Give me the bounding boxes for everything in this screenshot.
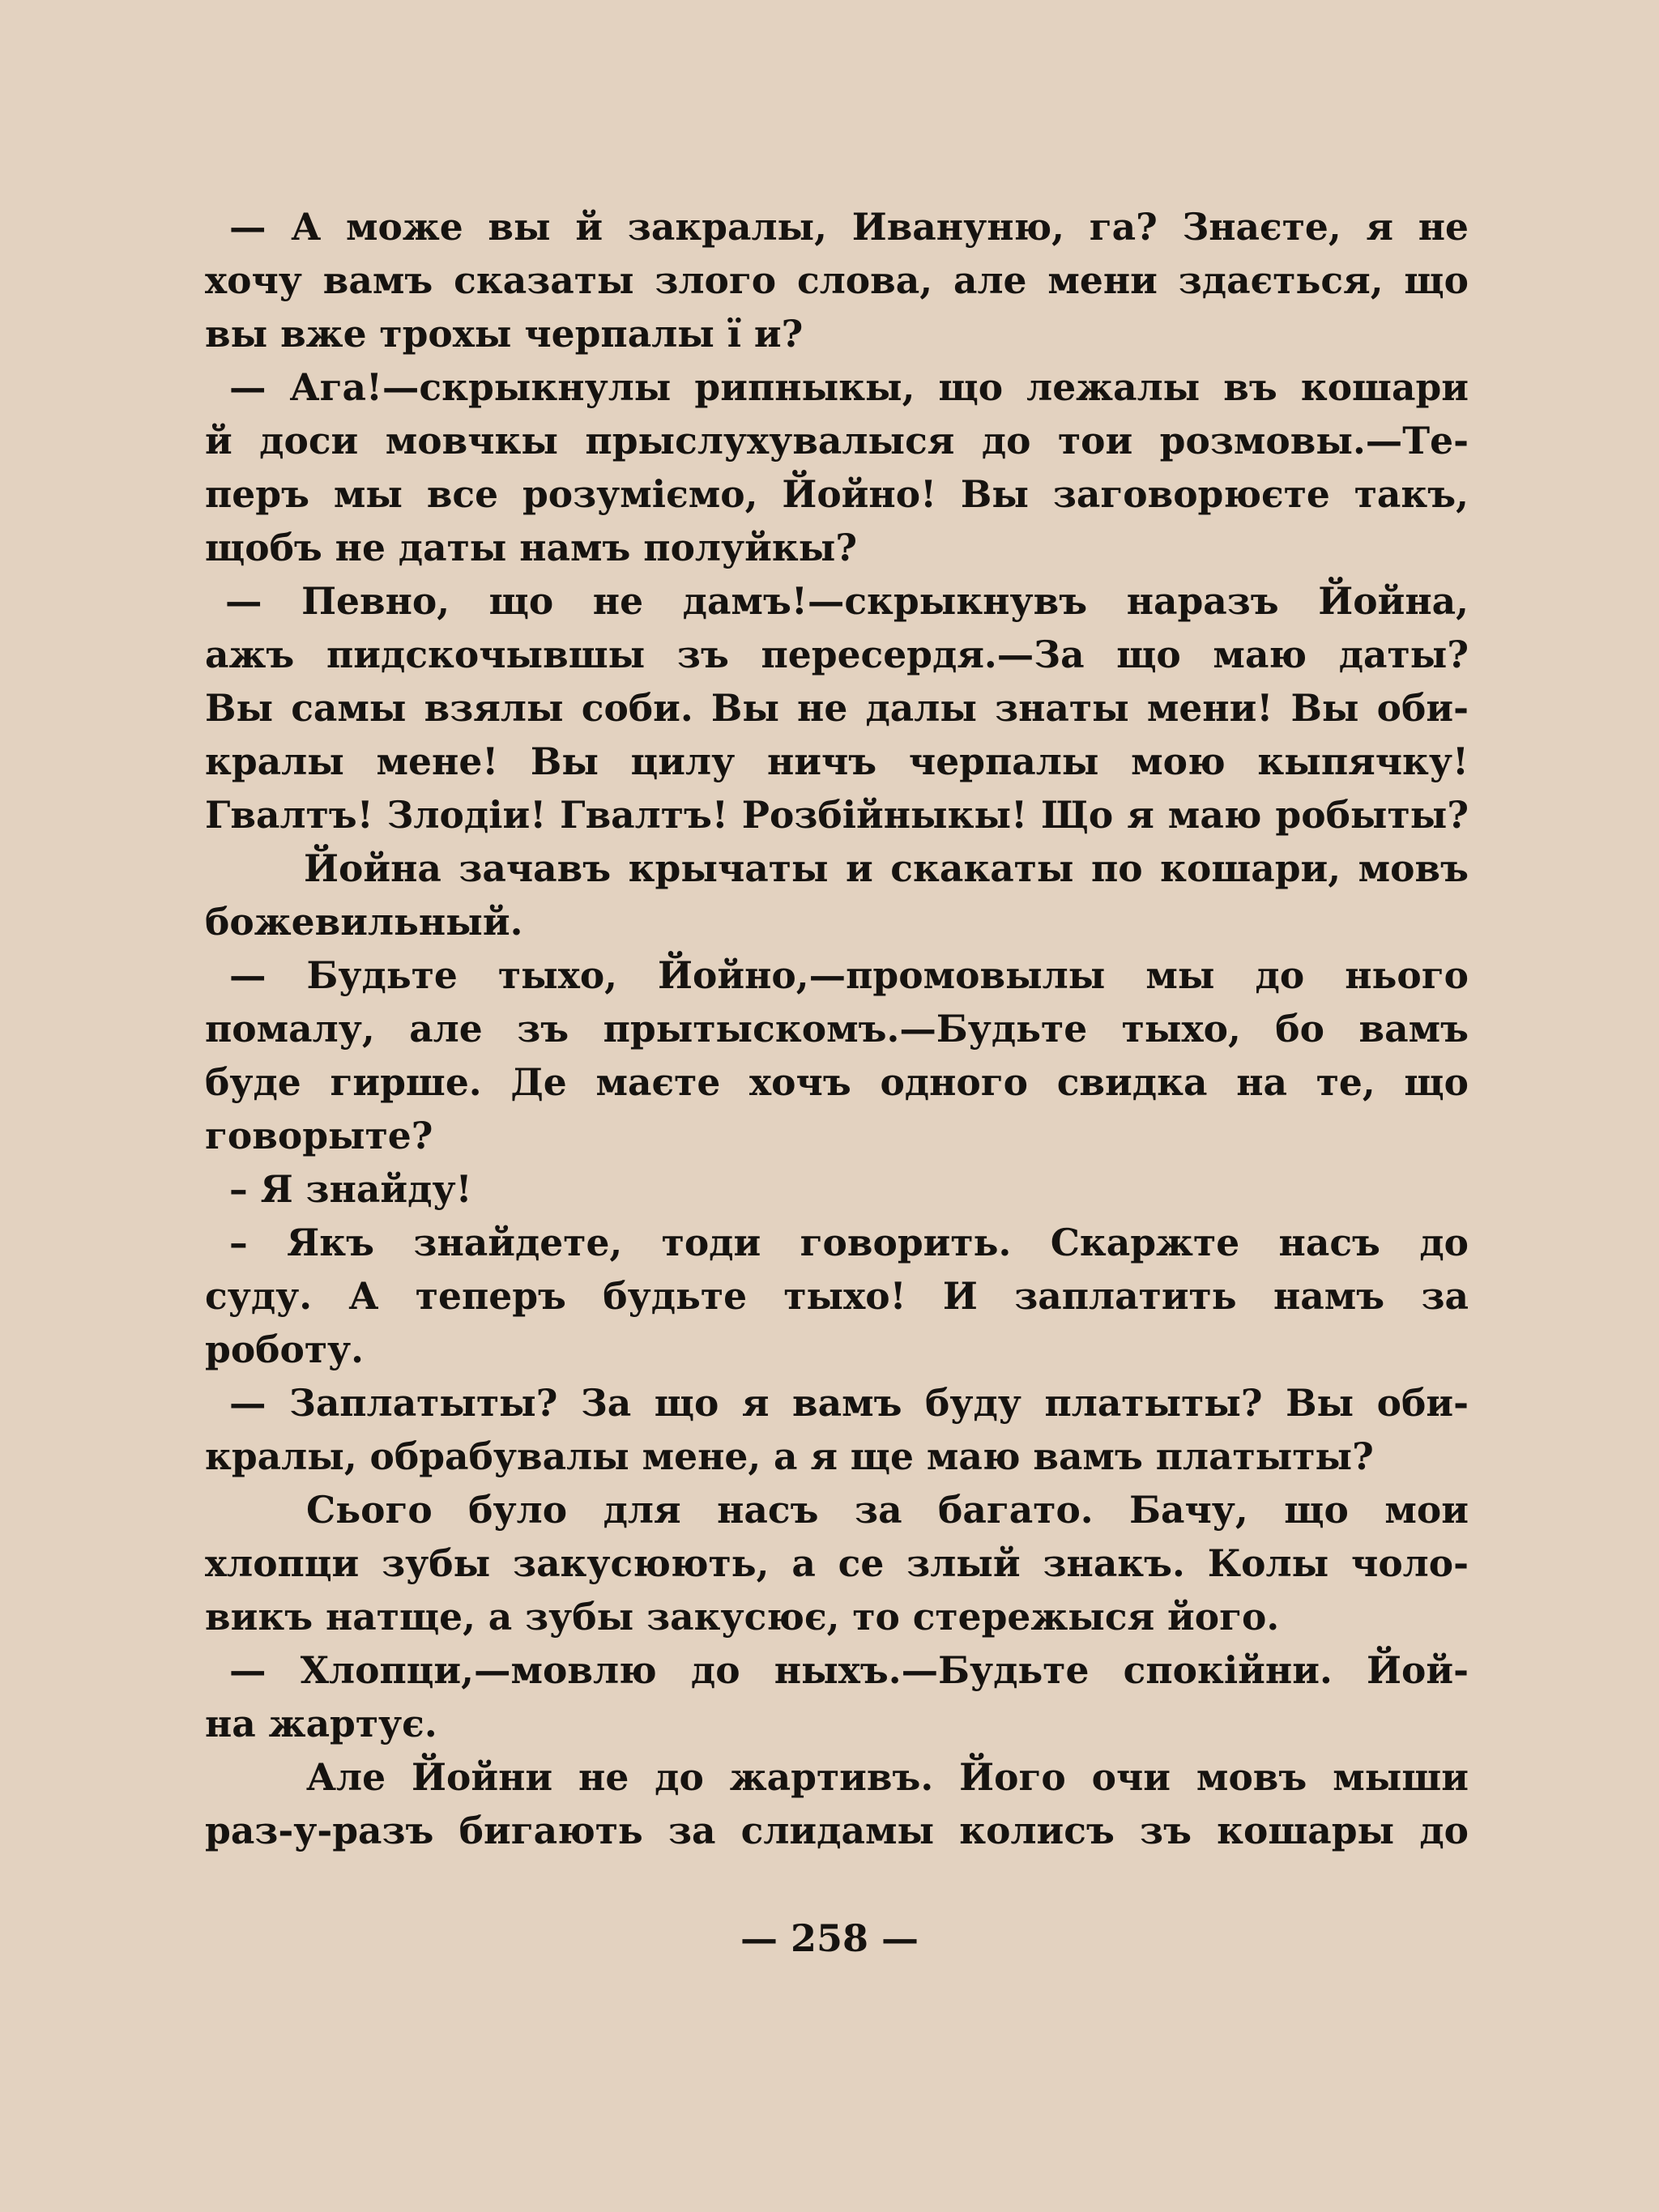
text-line: хочу вамъ сказаты злого слова, але мени здається, що	[205, 258, 1469, 302]
text-line: суду. А теперъ будьте тыхо! И заплатить намъ за	[205, 1274, 1469, 1318]
text-line: раз-у-разъ бигають за слидамы колисъ зъ кошары до	[205, 1809, 1469, 1852]
text-line: — Заплатыты? За що я вамъ буду платыты? Вы оби-	[229, 1381, 1469, 1425]
text-line: — Ага!—скрыкнулы рипныкы, що лежалы въ кошари	[229, 365, 1469, 409]
text-line: говорыте?	[205, 1114, 433, 1157]
text-line: й доси мовчкы прыслухувалыся до тои розмовы.—Те-	[205, 419, 1469, 462]
text-line: хлопци зубы закусюють, а се злый знакъ. Колы чоло-	[205, 1541, 1469, 1585]
text-line: — Будьте тыхо, Йойно,—промовылы мы до нього	[229, 953, 1469, 997]
text-line: викъ натще, а зубы закусює, то стережыся його.	[205, 1595, 1280, 1639]
text-line: Йойна зачавъ крычаты и скакаты по кошари, мовъ	[304, 846, 1469, 890]
text-line: роботу.	[205, 1328, 365, 1371]
text-line: буде гирше. Де маєте хочъ одного свидка на те, що	[205, 1060, 1469, 1104]
text-line: помалу, але зъ прытыскомъ.—Будьте тыхо, бо вамъ	[205, 1007, 1469, 1051]
text-line: перъ мы все розуміємо, Йойно! Вы заговорюєте такъ,	[205, 472, 1469, 516]
text-line: — Хлопци,—мовлю до ныхъ.—Будьте спокійни. Йой-	[229, 1648, 1469, 1692]
text-line: кралы, обрабувалы мене, а я ще маю вамъ платыты?	[205, 1434, 1374, 1478]
text-line: Вы самы взялы соби. Вы не далы знаты мени! Вы оби-	[205, 686, 1469, 730]
text-line: Гвалтъ! Злодіи! Гвалтъ! Розбійныкы! Що я маю робыты?	[205, 793, 1469, 837]
text-line: – Я знайду!	[229, 1167, 472, 1211]
text-line: щобъ не даты намъ полуйкы?	[205, 526, 858, 569]
text-line: — А може вы й закралы, Ивануню, га? Знаєте, я не	[229, 205, 1469, 249]
text-line: божевильный.	[205, 900, 523, 944]
text-line: на жартує.	[205, 1702, 437, 1745]
text-line: вы вже трохы черпалы ї и?	[205, 312, 804, 356]
text-line: Сього було для насъ за багато. Бачу, що мои	[306, 1488, 1469, 1532]
page-text	[205, 200, 1469, 1857]
text-line: – Якъ знайдете, тоди говорить. Скаржте насъ до	[229, 1221, 1469, 1264]
text-line: Але Йойни не до жартивъ. Його очи мовъ мыши	[306, 1755, 1469, 1799]
text-line: ажъ пидскочывшы зъ пересердя.—За що маю даты?	[205, 633, 1469, 676]
text-line: — Певно, що не дамъ!—скрыкнувъ наразъ Йойна,	[225, 579, 1469, 623]
page-number: — 258 —	[740, 1916, 919, 1960]
text-line: кралы мене! Вы цилу ничъ черпалы мою кыпячку!	[205, 739, 1469, 783]
